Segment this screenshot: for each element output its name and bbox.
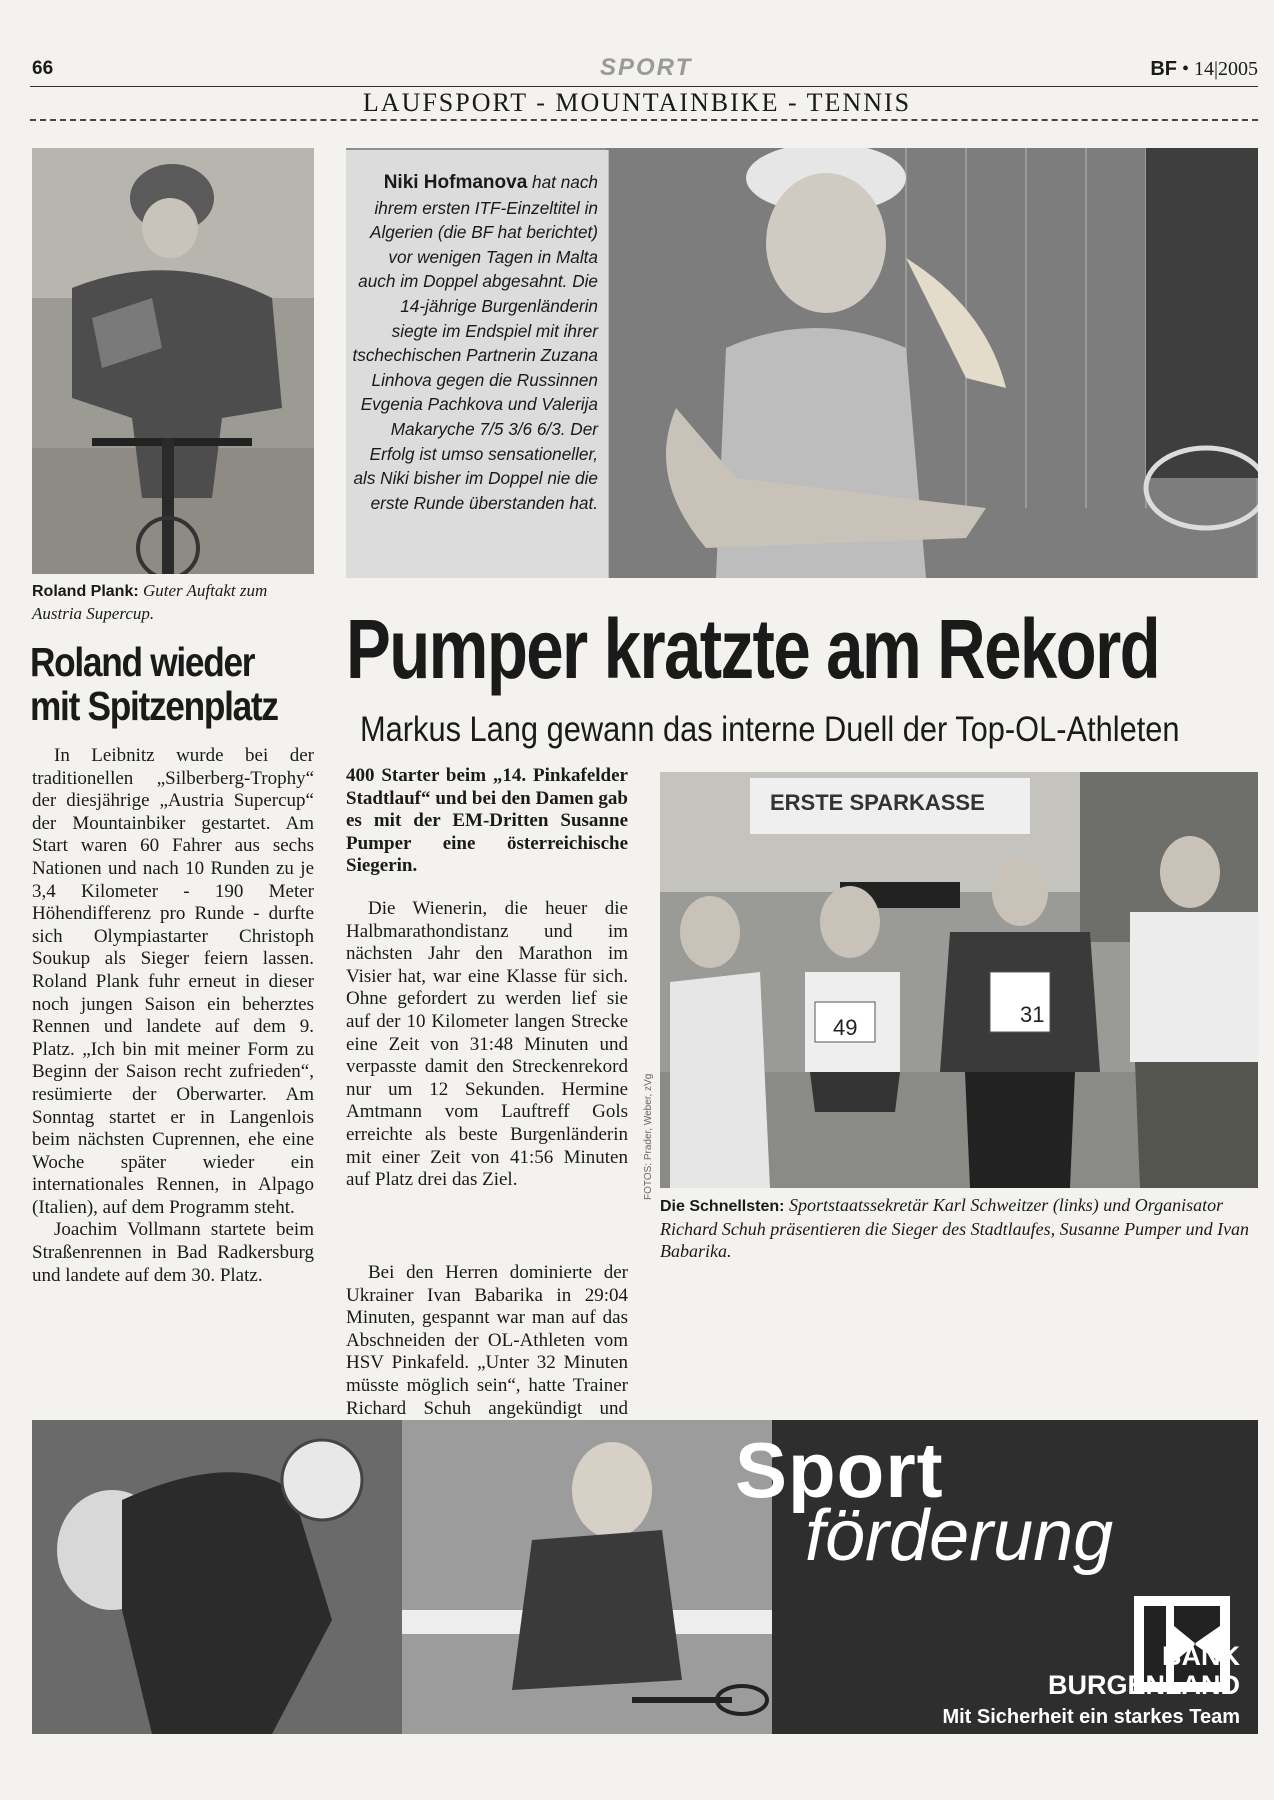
section-title: SPORT <box>600 54 693 81</box>
runners-photo <box>660 772 1258 1188</box>
bank-slogan: Mit Sicherheit ein starkes Team <box>942 1706 1240 1728</box>
bank-name-line-1: BANK <box>1162 1641 1240 1671</box>
main-article-col-1 <box>346 765 628 1192</box>
issue-number: • 14|2005 <box>1176 58 1258 80</box>
left-article-body <box>32 745 314 1287</box>
main-paragraph-2: Bei den Herren dominierte der Ukrainer Ivan Babarika in 29:04 Minuten, gespannt war man auf das Abschneiden der OL-Athleten vom HSV Pinkafeld. „Unter 32 Minuten müsste möglich sein“, hatte Trainer Richard Schuh angekündigt und <box>346 1262 628 1419</box>
left-paragraph-1: In Leibnitz wurde bei der traditionellen „Silberberg-Trophy“ der diesjährige „Austria Supercup“ der Mountainbiker gestartet. Am Start waren 60 Fahrer aus sechs Nationen und nach 10 Runden zu je 3,4 Kilometer - 190 Meter Höhendifferenz pro Runde - durfte sich Olympiastarter Christoph Soukup als Sieger feiern lassen. Roland Plank fuhr erneut in dieser noch jungen Saison ein beherztes Rennen und landete auf dem 9. Platz. „Ich bin mit meiner Form zu Beginn der Saison recht zufrieden“, resümierte der Oberwarter. Am Sonntag startet er in Langenlois beim nächsten Cuprennen, ehe eine Woche später wieder ein internationales Rennen, in Alpago (Italien), auf dem Programm steht. <box>32 745 314 1218</box>
issue-brand: BF <box>1150 58 1177 80</box>
advert-foerderung: förderung <box>805 1496 1114 1576</box>
infobox-text <box>352 170 598 515</box>
runners-caption-text: Sportstaatssekretär Karl Schweitzer (links) und Organisator Richard Schuh präsentieren die Sieger des Stadtlaufes, Susanne Pumper und Ivan Babarika. <box>660 1195 1250 1261</box>
cyclist-photo <box>32 148 314 574</box>
advert-sport: Sport <box>735 1426 944 1514</box>
caption-name: Roland Plank: <box>32 583 139 600</box>
main-lead: 400 Starter beim „14. Pinkafelder Stadtlauf“ und bei den Damen gab es mit der EM-Dritten Susanne Pumper eine österreichische Siegerin. <box>346 765 628 877</box>
left-headline: Roland wieder mit Spitzenplatz <box>30 639 278 729</box>
main-subheadline: Markus Lang gewann das interne Duell der Top-OL-Athleten <box>360 710 1180 749</box>
bank-name <box>1000 1642 1240 1700</box>
bib-49: 49 <box>833 1015 858 1040</box>
photo-credit: FOTOS: Prader, Weber, zVg <box>643 1073 654 1200</box>
main-paragraph-1: Die Wienerin, die heuer die Halbmarathondistanz und im nächsten Jahr den Marathon im Visier hat, war eine Klasse für sich. Ohne gefordert zu werden lief sie auf der 10 Kilometer langen Strecke eine Zeit von 31:48 Minuten und verpasste damit den Streckenrekord nur um 12 Sekunden. Hermine Amtmann vom Lauftreff Gols erreichte als beste Burgenländerin mit einer Zeit von 41:56 Minuten auf Platz drei das Ziel. <box>346 897 628 1191</box>
topics-line: LAUFSPORT - MOUNTAINBIKE - TENNIS <box>362 88 912 117</box>
bib-31: 31 <box>1020 1002 1045 1027</box>
tennis-infobox <box>346 150 609 578</box>
banner-text: ERSTE SPARKASSE <box>770 790 985 815</box>
caption-text: Guter Auftakt zum Austria Supercup. <box>32 581 268 623</box>
runners-caption-name: Die Schnellsten: <box>660 1198 785 1215</box>
infobox-body: hat nach ihrem ersten ITF-Einzeltitel in Algerien (die BF hat berichtet) vor wenigen Tagen in Malta auch im Doppel abgesahnt. Die 14-jährige Burgenländerin siegte im Endspiel mit ihrer tschechischen Partnerin Zuzana Linhova gegen die Russinnen Evgenia Pachkova und Valerija Makaryche 7/5 3/6 6/3. Der Erfolg ist umso sensationeller, als Niki bisher im Doppel nie die erste Runde überstanden hat. <box>352 172 598 513</box>
player-name: Niki Hofmanova <box>383 172 528 193</box>
issue-info <box>1150 58 1258 81</box>
cyclist-caption <box>32 580 316 625</box>
page-number: 66 <box>32 58 54 79</box>
dashed-divider <box>30 119 1258 121</box>
left-paragraph-2: Joachim Vollmann startete beim Straßenrennen in Bad Radkersburg und landete auf dem 30. Platz. <box>32 1219 314 1286</box>
header-rule <box>30 86 1258 87</box>
bank-name-line-2: BURGENLAND <box>1048 1670 1240 1700</box>
runners-caption <box>660 1194 1260 1262</box>
main-headline: Pumper kratzte am Rekord <box>346 602 1160 696</box>
